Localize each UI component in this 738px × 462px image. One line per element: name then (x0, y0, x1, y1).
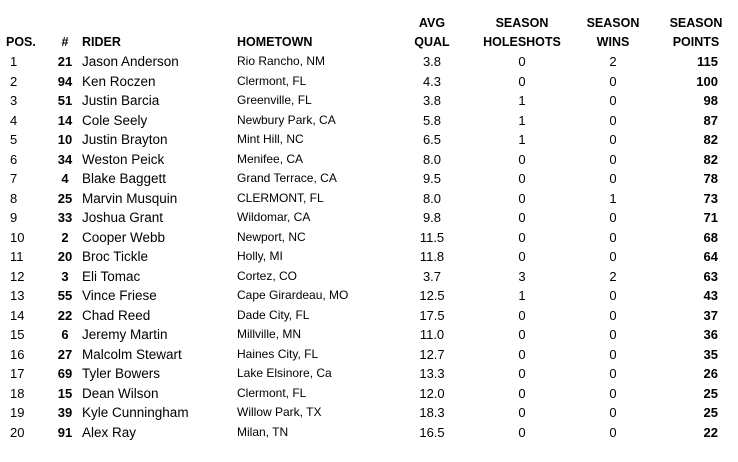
table-body (0, 52, 738, 442)
cell-avg-qual: 3.8 (422, 54, 442, 69)
cell-rider: Jason Anderson (82, 54, 179, 69)
header-number: # (61, 35, 69, 49)
cell-avg-qual: 12.5 (419, 288, 445, 303)
cell-wins: 2 (609, 268, 617, 284)
cell-hometown: Lake Elsinore, Ca (237, 366, 332, 380)
header-avg-qual-line2: QUAL (414, 35, 450, 49)
cell-number: 15 (57, 385, 73, 401)
cell-wins: 0 (609, 288, 617, 303)
cell-wins: 0 (609, 405, 617, 420)
cell-points: 22 (703, 424, 718, 440)
cell-rider: Malcolm Stewart (82, 346, 182, 362)
cell-pos: 6 (10, 151, 18, 167)
cell-pos: 10 (10, 229, 25, 245)
cell-pos: 12 (10, 268, 25, 284)
table-row (0, 384, 738, 404)
cell-hometown: Dade City, FL (237, 307, 310, 322)
cell-pos: 11 (10, 249, 24, 264)
cell-avg-qual: 8.0 (422, 190, 442, 206)
cell-hometown: Willow Park, TX (237, 405, 322, 419)
cell-avg-qual: 13.3 (419, 366, 445, 381)
header-points-line2: POINTS (672, 35, 720, 49)
cell-rider: Chad Reed (82, 307, 151, 323)
header-holeshots (472, 12, 572, 52)
cell-rider: Tyler Bowers (82, 366, 161, 381)
cell-pos: 16 (10, 346, 25, 362)
cell-wins: 0 (609, 307, 617, 323)
cell-holeshots: 3 (518, 268, 526, 284)
cell-rider: Broc Tickle (82, 249, 149, 264)
cell-number: 94 (57, 73, 73, 89)
cell-avg-qual: 11.8 (419, 249, 445, 264)
cell-rider: Blake Baggett (82, 171, 167, 186)
cell-number: 20 (57, 249, 73, 264)
cell-pos: 20 (10, 424, 25, 440)
standings-table (0, 12, 738, 442)
cell-holeshots: 0 (518, 171, 526, 186)
cell-rider: Kyle Cunningham (82, 405, 189, 420)
cell-points: 100 (696, 73, 718, 89)
cell-rider: Justin Barcia (82, 93, 160, 108)
cell-number: 51 (57, 93, 73, 108)
cell-avg-qual: 17.5 (419, 307, 445, 323)
cell-pos: 2 (10, 73, 18, 89)
cell-avg-qual: 9.5 (422, 171, 442, 186)
header-wins (572, 12, 654, 52)
table-row (0, 364, 738, 384)
cell-hometown: Rio Rancho, NM (237, 54, 326, 68)
cell-number: 6 (61, 327, 69, 342)
cell-holeshots: 0 (518, 54, 526, 69)
cell-hometown: Menifee, CA (237, 151, 304, 166)
table-row (0, 267, 738, 287)
cell-holeshots: 0 (518, 327, 526, 342)
cell-avg-qual: 3.7 (422, 268, 442, 284)
cell-points: 37 (703, 307, 718, 323)
cell-pos: 15 (10, 327, 25, 342)
cell-points: 78 (703, 171, 718, 186)
table-row (0, 52, 738, 72)
cell-pos: 17 (10, 366, 25, 381)
table-row (0, 247, 738, 267)
cell-number: 55 (57, 288, 73, 303)
cell-holeshots: 0 (518, 151, 526, 167)
cell-pos: 7 (10, 171, 18, 186)
cell-avg-qual: 18.3 (419, 405, 445, 420)
cell-number: 91 (57, 424, 73, 440)
cell-pos: 1 (10, 54, 18, 69)
cell-number: 34 (57, 151, 73, 167)
cell-number: 69 (57, 366, 73, 381)
cell-holeshots: 0 (518, 366, 526, 381)
cell-avg-qual: 5.8 (422, 112, 442, 128)
cell-rider: Eli Tomac (82, 268, 141, 284)
cell-wins: 0 (609, 210, 617, 225)
cell-points: 82 (703, 151, 718, 167)
cell-points: 43 (703, 288, 718, 303)
cell-holeshots: 1 (518, 132, 526, 147)
header-hometown: HOMETOWN (237, 35, 313, 49)
cell-avg-qual: 11.0 (419, 327, 445, 342)
cell-hometown: Grand Terrace, CA (237, 171, 337, 185)
cell-holeshots: 0 (518, 424, 526, 440)
cell-hometown: Mint Hill, NC (237, 132, 304, 146)
table-row (0, 150, 738, 170)
cell-points: 71 (703, 210, 718, 225)
cell-hometown: Clermont, FL (237, 73, 307, 88)
header-avg-qual (392, 12, 472, 52)
cell-avg-qual: 3.8 (422, 93, 442, 108)
cell-wins: 0 (609, 151, 617, 167)
header-wins-line1: SEASON (586, 16, 640, 30)
cell-points: 115 (697, 54, 718, 69)
cell-holeshots: 1 (518, 288, 526, 303)
header-holeshots-line1: SEASON (495, 16, 549, 30)
cell-number: 14 (57, 112, 73, 128)
cell-rider: Weston Peick (82, 151, 165, 167)
cell-number: 4 (61, 171, 69, 186)
cell-rider: Cole Seely (82, 112, 148, 128)
cell-avg-qual: 4.3 (422, 73, 442, 89)
cell-points: 36 (703, 327, 718, 342)
cell-number: 2 (61, 229, 69, 245)
cell-pos: 4 (10, 112, 18, 128)
table-row (0, 169, 738, 189)
cell-points: 25 (703, 405, 718, 420)
cell-wins: 0 (609, 171, 617, 186)
cell-wins: 0 (609, 366, 617, 381)
cell-hometown: Milan, TN (237, 424, 289, 439)
cell-holeshots: 1 (518, 112, 526, 128)
header-points-line1: SEASON (669, 16, 723, 30)
cell-holeshots: 0 (518, 385, 526, 401)
cell-pos: 8 (10, 190, 18, 206)
header-holeshots-line2: HOLESHOTS (483, 35, 561, 49)
cell-rider: Joshua Grant (82, 210, 164, 225)
cell-wins: 0 (609, 132, 617, 147)
cell-points: 35 (703, 346, 718, 362)
cell-wins: 0 (609, 73, 617, 89)
cell-pos: 5 (10, 132, 18, 147)
cell-wins: 0 (609, 229, 617, 245)
table-row (0, 306, 738, 326)
cell-hometown: Newbury Park, CA (237, 112, 336, 127)
cell-rider: Alex Ray (82, 424, 137, 440)
cell-pos: 3 (10, 93, 18, 108)
header-pos: POS. (6, 35, 36, 49)
cell-hometown: Cape Girardeau, MO (237, 288, 349, 302)
cell-pos: 18 (10, 385, 25, 401)
cell-number: 22 (57, 307, 73, 323)
cell-avg-qual: 9.8 (422, 210, 442, 225)
header-points (654, 12, 738, 52)
header-row (0, 12, 738, 52)
table-row (0, 130, 738, 150)
cell-points: 82 (703, 132, 718, 147)
cell-points: 26 (703, 366, 718, 381)
table-row (0, 423, 738, 443)
cell-points: 25 (703, 385, 718, 401)
table-row (0, 228, 738, 248)
cell-rider: Ken Roczen (82, 73, 156, 89)
cell-avg-qual: 6.5 (422, 132, 442, 147)
cell-wins: 0 (609, 112, 617, 128)
cell-points: 68 (703, 229, 718, 245)
cell-hometown: Millville, MN (237, 327, 301, 341)
cell-number: 21 (57, 54, 73, 69)
cell-holeshots: 0 (518, 73, 526, 89)
header-avg-qual-line1: AVG (418, 16, 446, 30)
table-row (0, 72, 738, 92)
cell-points: 64 (703, 249, 718, 264)
cell-holeshots: 0 (518, 346, 526, 362)
cell-points: 87 (703, 112, 718, 128)
cell-holeshots: 0 (518, 249, 526, 264)
cell-wins: 0 (609, 385, 617, 401)
cell-number: 39 (57, 405, 73, 420)
table-row (0, 403, 738, 423)
cell-avg-qual: 16.5 (419, 424, 445, 440)
cell-wins: 0 (609, 249, 617, 264)
cell-rider: Jeremy Martin (82, 327, 168, 342)
cell-rider: Marvin Musquin (82, 190, 178, 206)
cell-points: 63 (703, 268, 718, 284)
cell-holeshots: 0 (518, 307, 526, 323)
cell-holeshots: 0 (518, 210, 526, 225)
cell-pos: 9 (10, 210, 18, 225)
cell-holeshots: 0 (518, 229, 526, 245)
cell-hometown: Clermont, FL (237, 385, 307, 400)
cell-rider: Dean Wilson (82, 385, 159, 401)
cell-points: 73 (703, 190, 718, 206)
cell-rider: Vince Friese (82, 288, 157, 303)
cell-hometown: Cortez, CO (237, 268, 298, 283)
cell-wins: 1 (609, 190, 617, 206)
table-header (0, 12, 738, 52)
cell-number: 10 (57, 132, 73, 147)
cell-hometown: Wildomar, CA (237, 210, 311, 224)
header-wins-line2: WINS (596, 35, 630, 49)
cell-wins: 0 (609, 424, 617, 440)
table-row (0, 345, 738, 365)
table-row (0, 325, 738, 345)
cell-holeshots: 1 (518, 93, 526, 108)
cell-number: 33 (57, 210, 73, 225)
cell-wins: 0 (609, 327, 617, 342)
cell-avg-qual: 8.0 (422, 151, 442, 167)
cell-points: 98 (703, 93, 718, 108)
cell-number: 25 (57, 190, 73, 206)
cell-hometown: Holly, MI (237, 249, 283, 263)
cell-hometown: Greenville, FL (237, 93, 312, 107)
cell-avg-qual: 12.0 (419, 385, 445, 401)
cell-hometown: Haines City, FL (237, 346, 319, 361)
cell-hometown: CLERMONT, FL (237, 190, 324, 205)
cell-rider: Cooper Webb (82, 229, 166, 245)
cell-wins: 0 (609, 346, 617, 362)
cell-wins: 0 (609, 93, 617, 108)
table-row (0, 189, 738, 209)
table-row (0, 208, 738, 228)
cell-avg-qual: 12.7 (419, 346, 445, 362)
cell-pos: 14 (10, 307, 25, 323)
cell-holeshots: 0 (518, 190, 526, 206)
cell-wins: 2 (609, 54, 617, 69)
header-rider: RIDER (82, 35, 121, 49)
cell-number: 27 (57, 346, 73, 362)
table-row (0, 286, 738, 306)
cell-pos: 19 (10, 405, 25, 420)
cell-holeshots: 0 (518, 405, 526, 420)
cell-rider: Justin Brayton (82, 132, 168, 147)
cell-hometown: Newport, NC (237, 229, 306, 244)
table-row (0, 91, 738, 111)
cell-avg-qual: 11.5 (419, 229, 445, 245)
cell-pos: 13 (10, 288, 25, 303)
cell-number: 3 (61, 268, 69, 284)
table-row (0, 111, 738, 131)
